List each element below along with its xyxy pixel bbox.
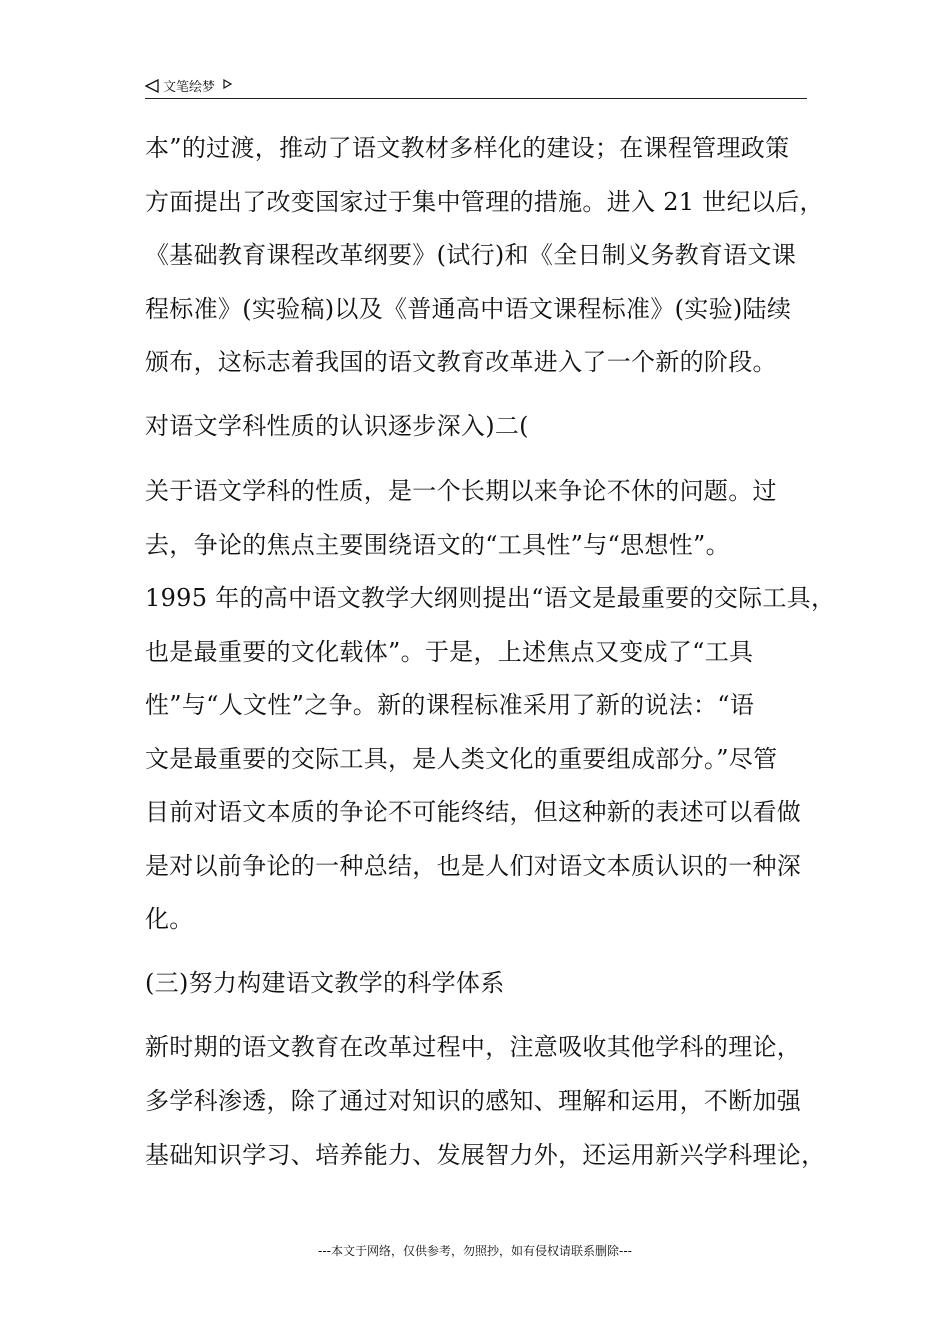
page-footer: ---本文于网络，仅供参考，勿照抄，如有侵权请联系删除--- [318,1244,632,1258]
text-line: 多学科渗透，除了通过对知识的感知、理解和运用，不断加强 [145,1087,802,1115]
right-triangle-icon [223,79,232,89]
text-line: 《基础教育课程改革纲要》(试行)和《全日制义务教育语文课 [145,241,797,269]
page-header [145,70,807,99]
text-line: 程标准》(实验稿)以及《普通高中语文课程标准》(实验)陆续 [145,295,792,323]
header-brand [145,76,232,95]
text-line: 基础知识学习、培养能力、发展智力外，还运用新兴学科理论， [145,1141,826,1169]
text-line: 方面提出了改变国家过于集中管理的措施。进入 21 世纪以后， [145,188,824,216]
text-line: 也是最重要的文化载体”。于是，上述焦点又变成了“工具 [145,638,754,666]
section-heading: 对语文学科性质的认识逐步深入)二( [145,412,529,440]
header-title: 文笔绘梦 [163,80,216,95]
text-line: 1995 年的高中语文教学大纲则提出“语文是最重要的交际工具， [145,584,836,612]
text-line: 颁布，这标志着我国的语文教育改革进入了一个新的阶段。 [145,348,777,376]
section-heading: (三)努力构建语文教学的科学体系 [145,969,505,997]
text-line: 关于语文学科的性质，是一个长期以来争论不休的问题。过 [145,477,777,505]
text-line: 新时期的语文教育在改革过程中，注意吸收其他学科的理论， [145,1033,802,1061]
left-triangle-icon [145,79,159,93]
text-line: 文是最重要的交际工具，是人类文化的重要组成部分。”尽管 [145,745,778,773]
text-line: 本”的过渡，推动了语文教材多样化的建设；在课程管理政策 [145,134,790,162]
text-line: 是对以前争论的一种总结，也是人们对语文本质认识的一种深 [145,852,802,880]
text-line: 化。 [145,905,194,933]
text-line: 目前对语文本质的争论不可能终结，但这种新的表述可以看做 [145,798,802,826]
text-line: 性”与“人文性”之争。新的课程标准采用了新的说法：“语 [145,691,755,719]
text-line: 去，争论的焦点主要围绕语文的“工具性”与“思想性”。 [145,531,730,559]
